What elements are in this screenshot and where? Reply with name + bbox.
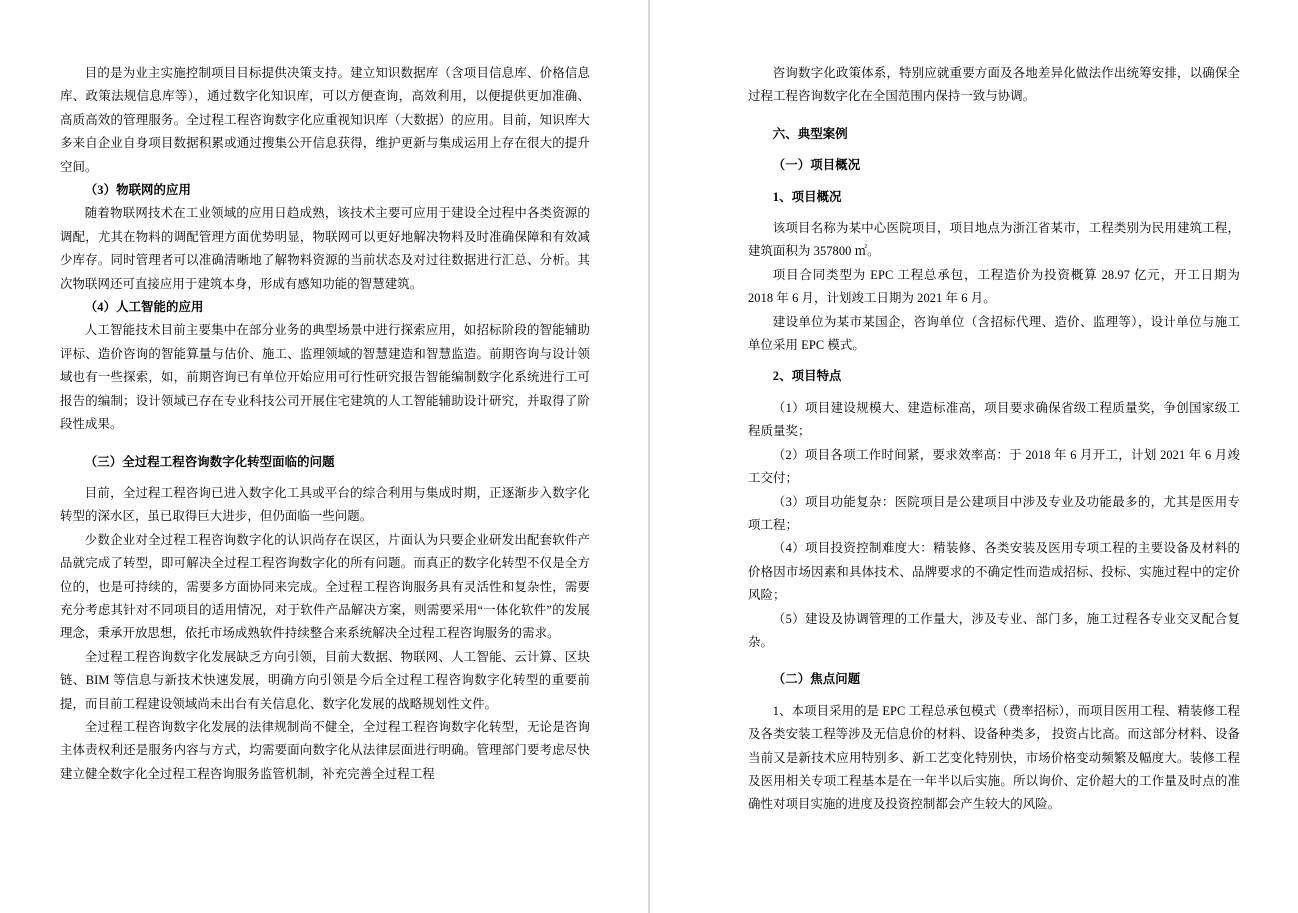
heading-project-situation: 1、项目概况	[772, 189, 842, 204]
spacer	[748, 146, 1240, 154]
page-left-content	[0, 0, 648, 913]
page-right	[649, 0, 1298, 913]
page-right-content	[650, 0, 1298, 913]
spacer	[748, 692, 1240, 700]
spacer	[748, 178, 1240, 186]
para-project-name: 该项目名称为某中心医院项目，项目地点为浙江省某市，工程类别为民用建筑工程，建筑面积为 357800 ㎡。	[748, 221, 1240, 259]
para-contract-type: 项目合同类型为 EPC 工程总承包，工程造价为投资概算 28.97 亿元，开工日期为 2018 年 6 月，计划竣工日期为 2021 年 6 月。	[748, 267, 1240, 306]
para-strategy-plan: 全过程工程咨询数字化发展缺乏方向引领，目前大数据、物联网、人工智能、云计算、区块链、BIM 等信息与新技术快速发展，明确方向引领是今后全过程工程咨询数字化转型的重要前提，而目前工程建设领域尚未出台有关信息化、数字化发展的战略规划性文件。	[60, 649, 590, 711]
para-iot-body: 随着物联网技术在工业领域的应用日趋成熟，该技术主要可应用于建设全过程中各类资源的调配，尤其在物料的调配管理方面优势明显，物联网可以更好地解决物料及时准确保障和有效减少库存。同时管理者可以准确清晰地了解物料资源的当前状态及对过往数据进行汇总、分析。其次物联网还可直接应用于建筑本身，形成有感知功能的智慧建筑。	[60, 206, 590, 291]
para-feature-2: （2）项目各项工作时间紧，要求效率高：于 2018 年 6 月开工，计划 2021 年 6 月竣工交付；	[748, 447, 1240, 486]
para-deep-water: 目前，全过程工程咨询已进入数字化工具或平台的综合利用与集成时期，正逐渐步入数字化转型的深水区，虽已取得巨大进步，但仍面临一些问题。	[60, 485, 590, 524]
heading-transition-problems: （三）全过程工程咨询数字化转型面临的问题	[84, 454, 335, 469]
para-misunderstanding: 少数企业对全过程工程咨询数字化的认识尚存在误区，片面认为只要企业研发出配套软件产品就完成了转型，即可解决全过程工程咨询数字化的所有问题。而真正的数字化转型不仅是全方位的，也是可持续的，需要多方面协同来完成。全过程工程咨询服务具有灵活性和复杂性，需要充分考虑其针对不同项目的适用情况，对于软件产品解决方案，则需要采用“一体化软件”的发展理念，秉承开放思想，依托市场成熟软件持续整合来系统解决全过程工程咨询服务的需求。	[60, 532, 590, 641]
heading-project-overview: （一）项目概况	[772, 158, 861, 173]
para-feature-5: （5）建设及协调管理的工作量大，涉及专业、部门多，施工过程各专业交叉配合复杂。	[748, 611, 1240, 649]
para-feature-4: （4）项目投资控制难度大：精装修、各类安装及医用专项工程的主要设备及材料的价格因市场因素和具体技术、品牌要求的不确定性而造成招标、投标、实施过程中的定价风险；	[748, 541, 1240, 603]
spacer	[748, 654, 1240, 668]
heading-focus-problems: （二）焦点问题	[772, 672, 861, 687]
spacer	[748, 209, 1240, 217]
para-feature-3: （3）项目功能复杂：医院项目是公建项目中涉及专业及功能最多的，尤其是医用专项工程；	[748, 494, 1240, 532]
para-units: 建设单位为某市某国企，咨询单位（含招标代理、造价、监理等），设计单位与施工单位采用 EPC 模式。	[748, 314, 1240, 353]
heading-project-features: 2、项目特点	[772, 369, 842, 384]
para-focus-1: 1、本项目采用的是 EPC 工程总承包模式（费率招标），而项目医用工程、精装修工程及各类安装工程等涉及无信息价的材料、设备种类多， 投资占比高。而这部分材料、设备当前又是新技术应用特别多、新工艺变化特别快，市场价格变动频繁及幅度大。装修工程及医用相关专项工程基本是在一年半以后实施。所以询价、定价超大的工作量及时点的准确性对项目实施的进度及投资控制都会产生较大的风险。	[748, 703, 1240, 812]
heading-iot: （3）物联网的应用	[84, 183, 192, 198]
heading-case-six: 六、典型案例	[772, 126, 848, 141]
para-feature-1: （1）项目建设规模大、建造标准高，项目要求确保省级工程质量奖，争创国家级工程质量奖；	[748, 400, 1240, 439]
para-policy-continued: 咨询数字化政策体系，特别应就重要方面及各地差异化做法作出统筹安排，以确保全过程工程咨询数字化在全国范围内保持一致与协调。	[748, 66, 1240, 104]
spacer	[748, 357, 1240, 365]
heading-ai: （4）人工智能的应用	[84, 300, 204, 315]
spacer	[748, 109, 1240, 123]
spacer	[748, 389, 1240, 397]
para-ai-body: 人工智能技术目前主要集中在部分业务的典型场景中进行探索应用，如招标阶段的智能辅助评标、造价咨询的智能算量与估价、施工、监理领域的智慧建造和智慧监造。前期咨询与设计领域也有一些探索，如，前期咨询已有单位开始应用可行性研究报告智能编制数字化系统进行工可报告的编制；设计领域已存在专业科技公司开展住宅建筑的人工智能辅助设计研究，并取得了阶段性成果。	[60, 323, 590, 432]
spacer	[60, 437, 590, 451]
para-knowledge-db: 目的是为业主实施控制项目目标提供决策支持。建立知识数据库（含项目信息库、价格信息库、政策法规信息库等），通过数字化知识库，可以方便查询，高效利用，以便提供更加准确、高质高效的管理服务。全过程工程咨询数字化应重视知识库（大数据）的应用。目前，知识库大多来自企业自身项目数据积累或通过搜集公开信息获得，维护更新与集成运用上存在很大的提升空间。	[60, 66, 590, 174]
para-legal-rules: 全过程工程咨询数字化发展的法律规制尚不健全，全过程工程咨询数字化转型，无论是咨询主体责权利还是服务内容与方式，均需要面向数字化从法律层面进行明确。管理部门要考虑尽快建立健全数字化全过程工程咨询服务监管机制，补充完善全过程工程	[60, 719, 590, 781]
spacer	[60, 474, 590, 482]
